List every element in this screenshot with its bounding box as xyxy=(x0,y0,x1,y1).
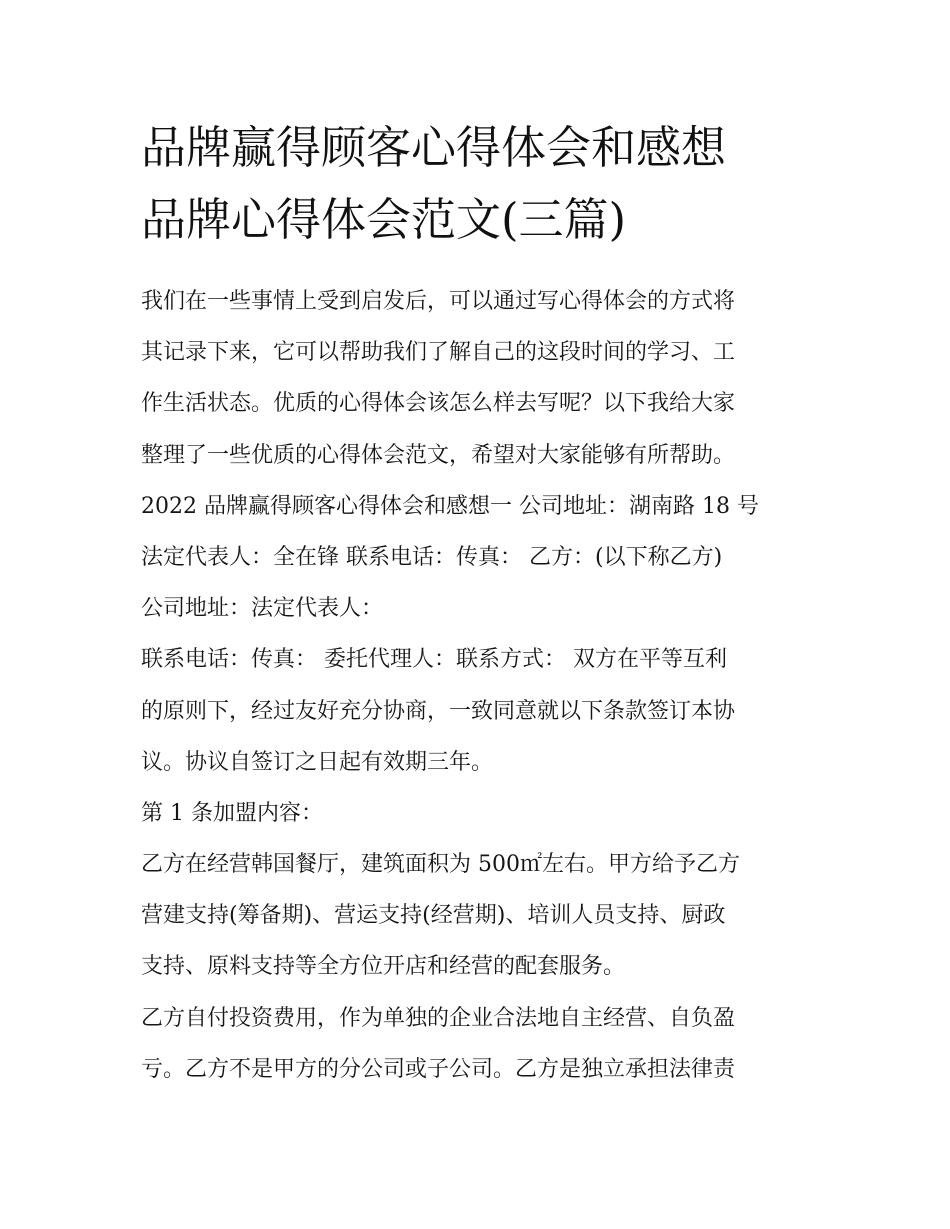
document-title xyxy=(141,112,841,256)
body-line: 法定代表人：全在锋 联系电话：传真： 乙方：(以下称乙方) xyxy=(141,544,723,570)
title-line: 品牌心得体会范文(三篇) xyxy=(141,193,627,246)
body-line: 我们在一些事情上受到启发后，可以通过写心得体会的方式将 xyxy=(141,289,736,314)
body-line: 作生活状态。优质的心得体会该怎么样去写呢？以下我给大家 xyxy=(141,391,736,417)
body-line: 亏。乙方不是甲方的分公司或子公司。乙方是独立承担法律责 xyxy=(141,1056,736,1082)
body-line: 整理了一些优质的心得体会范文，希望对大家能够有所帮助。 xyxy=(141,442,736,468)
body-line: 议。协议自签订之日起有效期三年。 xyxy=(141,749,494,775)
body-line: 联系电话：传真： 委托代理人：联系方式： 双方在平等互利 xyxy=(141,647,727,673)
body-line: 营建支持(筹备期)、营运支持(经营期)、培训人员支持、厨政 xyxy=(141,903,726,929)
title-line: 品牌赢得顾客心得体会和感想 xyxy=(141,121,727,174)
body-line: 公司地址：法定代表人： xyxy=(141,596,384,622)
body-line: 乙方自付投资费用，作为单独的企业合法地自主经营、自负盈 xyxy=(141,1005,736,1031)
body-line: 的原则下，经过友好充分协商，一致同意就以下条款签订本协 xyxy=(141,698,736,724)
body-line: 2022 品牌赢得顾客心得体会和感想一 公司地址：湖南路 18 号 xyxy=(141,493,759,519)
body-line: 第 1 条加盟内容： xyxy=(141,800,323,826)
body-line: 其记录下来，它可以帮助我们了解自己的这段时间的学习、工 xyxy=(141,340,736,366)
body-line: 乙方在经营韩国餐厅，建筑面积为 500㎡左右。甲方给予乙方 xyxy=(141,852,740,878)
document-body xyxy=(141,276,831,1095)
body-line: 支持、原料支持等全方位开店和经营的配套服务。 xyxy=(141,954,626,980)
